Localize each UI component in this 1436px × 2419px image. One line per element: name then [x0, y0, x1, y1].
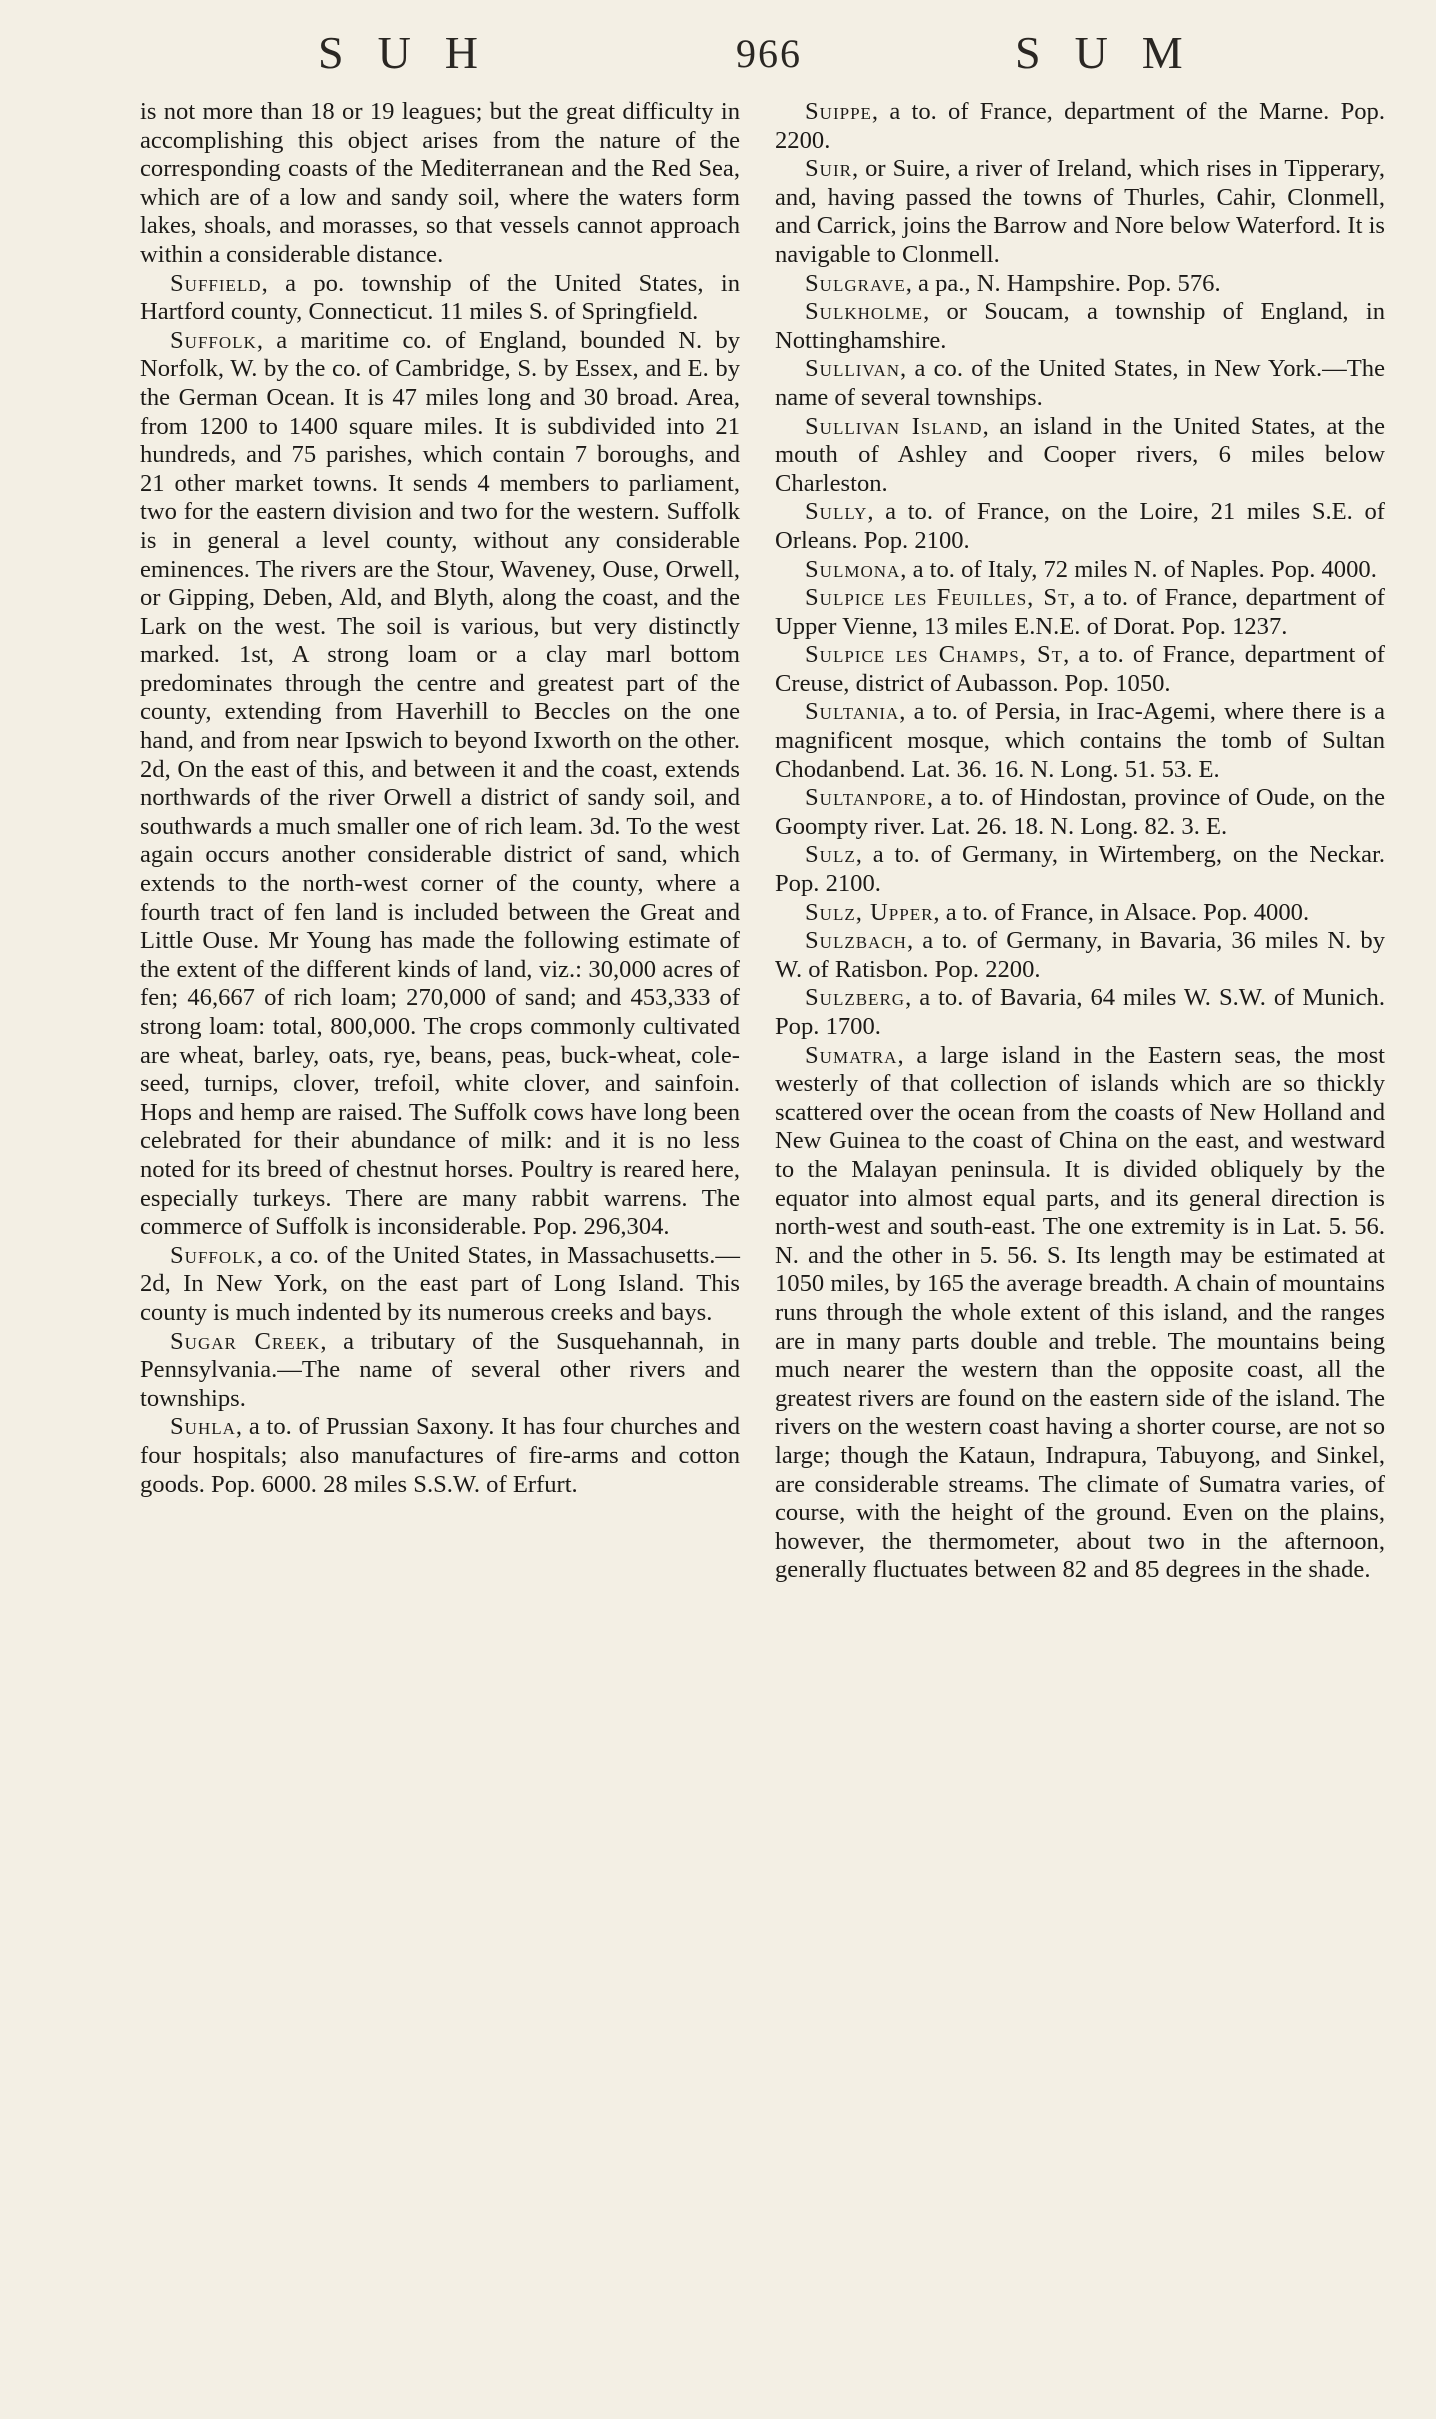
entry-text: is not more than 18 or 19 leagues; but the great difficulty in accomplishing this object arises from the nature of the corresponding coasts of the Mediterranean and the Red Sea, which are of a low and sandy soil, where the waters form lakes, shoals, and morasses, so that vessels cannot approach within a considerable distance. — [140, 98, 740, 268]
entry-headword: Suffolk — [170, 1241, 257, 1269]
entry-headword: Sultanpore — [805, 784, 927, 812]
entry-headword: Sully — [805, 498, 868, 526]
entry — [775, 413, 1385, 499]
header-right-letters: SUM — [1015, 27, 1217, 78]
entry-text: , a large island in the Eastern seas, the most westerly of that collection of islands which are so thickly scattered over the ocean from the coasts of New Holland and New Guinea to the coast of China on the east, and westward to the Malayan peninsula. It is divided obliquely by the equator into almost equal parts, and its general direction is north-west and south-east. The one extremity is in Lat. 5. 56. N. and the other in 5. 56. S. Its length may be estimated at 1050 miles, by 165 the average breadth. A chain of mountains runs through the whole extent of this island, and the ranges are in many parts double and treble. The mountains being much nearer the western than the opposite coast, all the greatest rivers are found on the eastern side of the island. The rivers on the western coast having a shorter course, are not so large; though the Kataun, Indrapura, Tabuyong, and Sinkel, are considerable streams. The climate of Sumatra varies, of course, with the height of the ground. Even on the plains, however, the thermometer, about two in the afternoon, generally fluctuates between 82 and 85 degrees in the shade. — [775, 1041, 1385, 1584]
left-column — [140, 98, 740, 1499]
entry-headword: Suippe — [805, 98, 872, 125]
entry-text: , a to. of France, on the Loire, 21 miles S.E. of Orleans. Pop. 2100. — [775, 498, 1385, 554]
entry-headword: Suffolk — [170, 326, 257, 354]
entry-headword: Sulgrave — [805, 269, 906, 297]
entry — [775, 984, 1385, 1041]
entry — [140, 98, 740, 270]
entry — [775, 556, 1385, 585]
entry — [140, 1413, 740, 1499]
entry-text: , a to. of Germany, in Bavaria, 36 miles N. by W. of Ratisbon. Pop. 2200. — [775, 927, 1385, 983]
entry-text: , a tributary of the Susquehannah, in Pennsylvania.—The name of several other rivers and townships. — [140, 1327, 740, 1412]
entry — [775, 270, 1385, 299]
entry-text: , a pa., N. Hampshire. Pop. 576. — [905, 269, 1221, 297]
entry-headword: Sulzbach — [805, 927, 907, 955]
entry-headword: Suir — [805, 155, 852, 183]
entry — [775, 927, 1385, 984]
entry-headword: Sulkholme — [805, 298, 924, 326]
entry-headword: Sulz, Upper — [805, 898, 934, 926]
entry — [140, 327, 740, 1242]
entry-headword: Sulpice les Feuilles, St — [805, 584, 1070, 612]
entry-text: , a to. of Bavaria, 64 miles W. S.W. of Munich. Pop. 1700. — [775, 984, 1385, 1040]
page-number: 966 — [736, 31, 802, 76]
entry-text: , a to. of Italy, 72 miles N. of Naples. Pop. 4000. — [900, 555, 1377, 583]
entry-text: , a to. of Prussian Saxony. It has four churches and four hospitals; also manufactures of fire-arms and cotton goods. Pop. 6000. 28 miles S.S.W. of Erfurt. — [140, 1413, 740, 1498]
entry-headword: Sumatra — [805, 1041, 898, 1069]
entry-headword: Suhla — [170, 1413, 236, 1441]
running-header — [0, 26, 1436, 86]
entry — [775, 584, 1385, 641]
entry — [775, 355, 1385, 412]
entry-text: , a co. of the United States, in New York.—The name of several townships. — [775, 355, 1385, 411]
entry-text: , a po. township of the United States, in Hartford county, Connecticut. 11 miles S. of Springfield. — [140, 269, 740, 326]
entry-text: , a to. of Persia, in Irac-Agemi, where there is a magnificent mosque, which contains the tomb of Sultan Chodanbend. Lat. 36. 16. N. Long. 51. 53. E. — [775, 698, 1385, 783]
entry — [775, 155, 1385, 269]
entry — [775, 899, 1385, 928]
entry — [775, 641, 1385, 698]
entry — [775, 841, 1385, 898]
entry-text: , an island in the United States, at the mouth of Ashley and Cooper rivers, 6 miles below Charleston. — [775, 412, 1385, 497]
entry-text: , a to. of France, department of Creuse, district of Aubasson. Pop. 1050. — [775, 641, 1385, 697]
entry-text: , a to. of France, in Alsace. Pop. 4000. — [933, 898, 1310, 926]
entry-text: , a to. of Hindostan, province of Oude, on the Goompty river. Lat. 26. 18. N. Long. 82. 3. E. — [775, 784, 1385, 840]
entry-headword: Sultania — [805, 698, 900, 726]
entry — [775, 698, 1385, 784]
entry-headword: Sulpice les Champs, St — [805, 641, 1064, 669]
entry — [775, 498, 1385, 555]
entry — [775, 1042, 1385, 1585]
entry — [140, 1328, 740, 1414]
entry-text: , or Soucam, a township of England, in Nottinghamshire. — [775, 298, 1385, 354]
entry-headword: Suffield — [170, 269, 262, 297]
entry-headword: Sugar Creek — [170, 1327, 321, 1355]
entry-headword: Sulzberg — [805, 984, 906, 1012]
entry-text: , or Suire, a river of Ireland, which rises in Tipperary, and, having passed the towns of Thurles, Cahir, Clonmell, and Carrick, joins the Barrow and Nore below Waterford. It is navigable to Clonmell. — [775, 155, 1385, 268]
header-left-letters: SUH — [318, 27, 513, 78]
entry — [140, 270, 740, 327]
entry-text: , a co. of the United States, in Massachusetts.—2d, In New York, on the east part of Long Island. This county is much indented by its numerous creeks and bays. — [140, 1241, 740, 1326]
entry-headword: Sulz — [805, 841, 856, 869]
entry-headword: Sullivan Island — [805, 412, 983, 440]
right-column — [775, 98, 1385, 1585]
entry — [775, 784, 1385, 841]
entry-headword: Sulmona — [805, 555, 901, 583]
entry-text: , a to. of France, department of Upper Vienne, 13 miles E.N.E. of Dorat. Pop. 1237. — [775, 584, 1385, 640]
entry — [775, 98, 1385, 155]
entry-text: , a to. of France, department of the Marne. Pop. 2200. — [775, 98, 1385, 154]
entry — [140, 1242, 740, 1328]
entry — [775, 298, 1385, 355]
entry-text: , a to. of Germany, in Wirtemberg, on the Neckar. Pop. 2100. — [775, 841, 1385, 898]
entry-headword: Sullivan — [805, 355, 901, 383]
entry-text: , a maritime co. of England, bounded N. by Norfolk, W. by the co. of Cambridge, S. by Essex, and E. by the German Ocean. It is 47 miles long and 30 broad. Area, from 1200 to 1400 square miles. It is subdivided into 21 hundreds, and 75 parishes, which contain 7 boroughs, and 21 other market towns. It sends 4 members to parliament, two for the eastern division and two for the western. Suffolk is in general a level county, without any considerable eminences. The rivers are the Stour, Waveney, Ouse, Orwell, or Gipping, Deben, Ald, and Blyth, along the coast, and the Lark on the west. The soil is various, but very distinctly marked. 1st, A strong loam or a clay marl bottom predominates through the centre and greatest part of the county, extending from Haverhill to Beccles on the one hand, and from near Ipswich to beyond Ixworth on the other. 2d, On the east of this, and between it and the coast, extends northwards of the river Orwell a district of sandy soil, and southwards a much smaller one of rich leam. 3d. To the west again occurs another considerable district of sand, which extends to the north-west corner of the county, where a fourth tract of fen land is included between the Great and Little Ouse. Mr Young has made the following estimate of the extent of the different kinds of land, viz.: 30,000 acres of fen; 46,667 of rich loam; 270,000 of sand; and 453,333 of strong loam: total, 800,000. The crops commonly cultivated are wheat, barley, oats, rye, beans, peas, buck-wheat, cole-seed, turnips, clover, trefoil, white clover, and sainfoin. Hops and hemp are raised. The Suffolk cows have long been celebrated for their abundance of milk: and it is no less noted for its breed of chestnut horses. Poultry is reared here, especially turkeys. There are many rabbit warrens. The commerce of Suffolk is inconsiderable. Pop. 296,304. — [140, 326, 740, 1241]
